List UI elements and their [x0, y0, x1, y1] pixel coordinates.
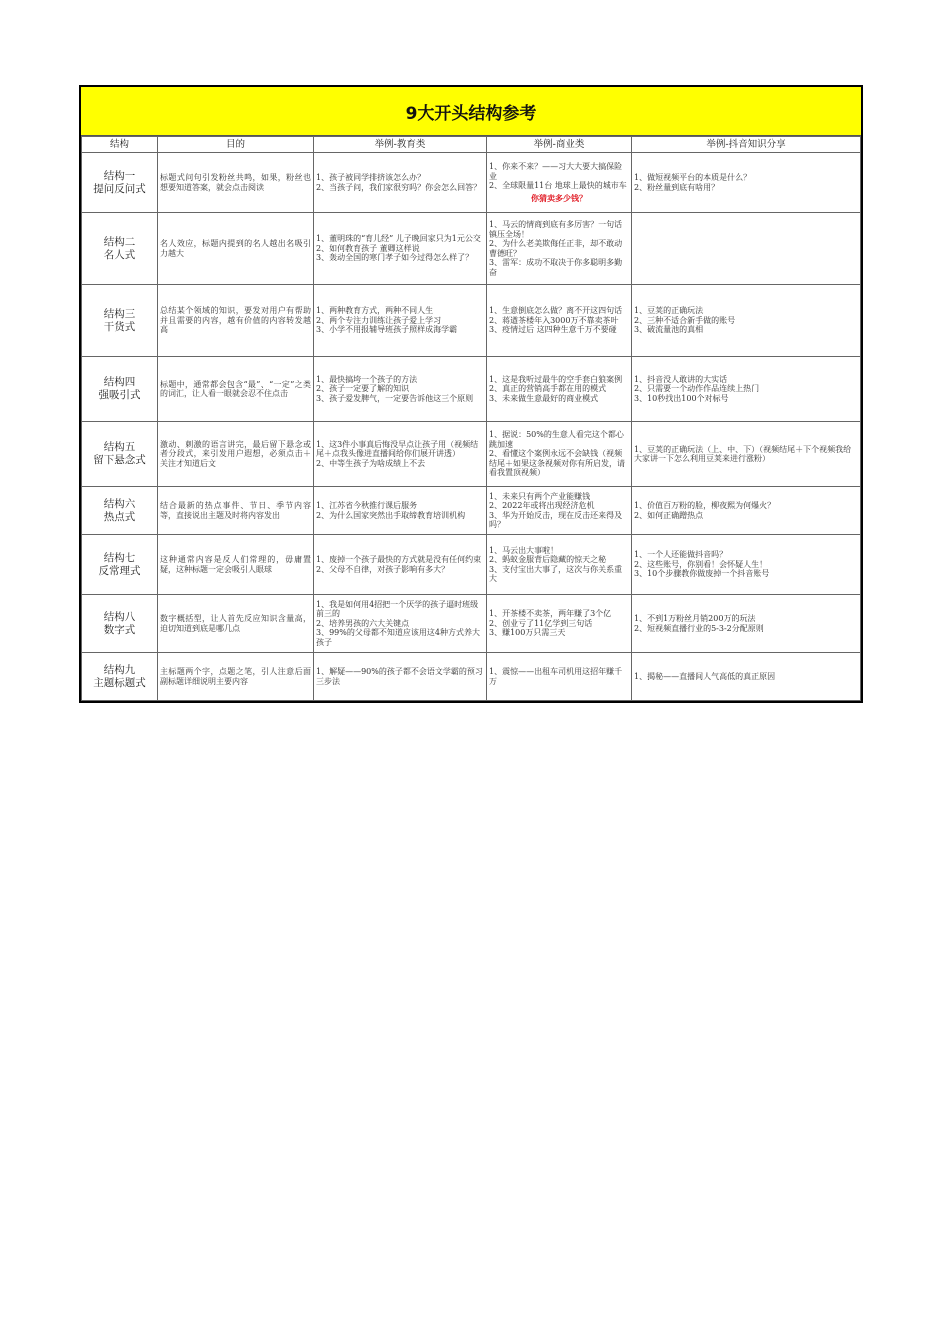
sheet	[79, 85, 863, 703]
education-example-cell	[314, 213, 487, 285]
douyin-line: 1、价值百万粉的脸，柳夜熙为何爆火？	[634, 501, 776, 510]
edu-line: 2、孩子一定要了解的知识	[316, 384, 410, 394]
biz-line: 1、生意倒底怎么做？离不开这四句话	[489, 306, 623, 316]
structure-name	[82, 535, 158, 595]
header-business: 举例-商业类	[487, 137, 632, 153]
purpose-cell: 标题中，通常都会包含“最”、“一定”之类的词汇，让人看一眼就会忍不住点击	[158, 357, 314, 422]
header-purpose: 目的	[158, 137, 314, 153]
structure-name-line: 反常理式	[98, 564, 141, 577]
structure-name-line: 结构五	[103, 441, 136, 453]
biz-line: 3、支付宝出大事了，这次与你关系重大	[489, 564, 623, 583]
biz-line: 2、全球限量11台 地球上最快的城市车	[489, 181, 627, 190]
edu-line: 1、董明珠的“育儿经” 儿子晚回家只为1元公交	[316, 234, 481, 244]
business-example-cell	[487, 213, 632, 285]
biz-line: 2、为什么老美欺侮任正非，却不敢动曹德旺？	[489, 239, 623, 258]
sheet-title: 9大开头结构参考	[81, 87, 861, 136]
header-row	[82, 137, 861, 153]
structure-name-line: 结构二	[103, 235, 136, 248]
business-example-cell	[487, 487, 632, 535]
edu-line: 2、两个专注力训练让孩子爱上学习	[316, 315, 442, 325]
purpose-cell: 激动、刺激的语言讲完，最后留下悬念或者分段式，来引发用户遐想，必须点击＋关注才知道后文	[158, 422, 314, 487]
table-row	[82, 153, 861, 213]
business-example-cell	[487, 595, 632, 653]
structure-name-line: 干货式	[103, 320, 136, 333]
edu-line: 3、小学不用报辅导班孩子照样成海学霸	[316, 325, 458, 335]
education-example-cell	[314, 595, 487, 653]
structure-name	[82, 422, 158, 487]
structure-name	[82, 357, 158, 422]
douyin-line: 2、这些账号，你别看！会怀疑人生！	[634, 559, 768, 569]
structure-name	[82, 487, 158, 535]
edu-line: 2、如何教育孩子 董卿这样说	[316, 243, 420, 253]
douyin-example-cell	[632, 213, 861, 285]
education-example-cell	[314, 285, 487, 357]
edu-line: 2、中等生孩子为啥成绩上不去	[316, 458, 426, 468]
biz-line: 3、雷军：成功不取决于你多聪明多勤奋	[489, 258, 623, 277]
structure-name	[82, 595, 158, 653]
douyin-line: 3、10个步骤教你做废掉一个抖音账号	[634, 569, 770, 579]
purpose-cell: 标题式问句引发粉丝共鸣，如果，粉丝也想要知道答案，就会点击阅读	[158, 153, 314, 213]
education-example-cell	[314, 357, 487, 422]
table-row	[82, 535, 861, 595]
structure-name	[82, 653, 158, 701]
table-row	[82, 285, 861, 357]
biz-line: 1、据说：50%的生意人看完这个都心跳加速	[489, 430, 624, 449]
biz-line: 3、赚100万只需三天	[489, 628, 566, 638]
biz-line: 3、华为开始反击，现在反击还来得及吗？	[489, 510, 623, 529]
purpose-cell: 名人效应，标题内提到的名人越出名吸引力越大	[158, 213, 314, 285]
structure-name-line: 名人式	[103, 248, 136, 261]
douyin-line: 1、一个人还能做抖音吗？	[634, 550, 728, 560]
header-education: 举例-教育类	[314, 137, 487, 153]
education-example-cell	[314, 653, 487, 701]
structure-name	[82, 153, 158, 213]
edu-line: 1、废掉一个孩子最快的方式就是没有任何约束	[316, 555, 482, 564]
edu-line: 1、孩子被同学排挤该怎么办？	[316, 173, 426, 182]
douyin-example-cell	[632, 653, 861, 701]
douyin-line: 1、抖音没人敢讲的大实话	[634, 374, 728, 384]
purpose-cell: 数字概括型，让人首先反应知识含量高，迫切知道到底是哪几点	[158, 595, 314, 653]
douyin-line: 2、如何正确蹭热点	[634, 510, 704, 520]
purpose-cell: 主标题两个字，点题之笔，引人注意后面副标题详细说明主要内容	[158, 653, 314, 701]
edu-line: 1、两种教育方式，两种不同人生	[316, 306, 434, 316]
edu-line: 1、江苏省今秋推行课后服务	[316, 501, 418, 510]
biz-line: 3、疫情过后 这四种生意千万不要碰	[489, 325, 617, 335]
douyin-line: 3、10秒找出100个对标号	[634, 393, 729, 403]
edu-line: 1、解疑——90%的孩子都不会语文学霸的预习三步法	[316, 667, 483, 686]
biz-line: 2、2022年或将出现经济危机	[489, 501, 595, 510]
douyin-example-cell	[632, 535, 861, 595]
biz-line: 1、你来不来？——习大大要大搞保险业	[489, 162, 623, 181]
douyin-example-cell	[632, 487, 861, 535]
biz-line: 3、未来做生意最好的商业模式	[489, 393, 599, 403]
edu-line: 3、99%的父母都不知道应该用这4种方式养大孩子	[316, 628, 480, 647]
business-highlight-note: 你猜卖多少钱？	[531, 192, 587, 203]
structure-name-line: 提问反问式	[93, 182, 146, 195]
douyin-line: 1、豆荚的正确玩法（上、中、下）（视频结尾＋下个视频我给大家讲一下怎么利用豆荚来进行涨粉）	[634, 444, 852, 463]
education-example-cell	[314, 535, 487, 595]
douyin-line: 1、不到1万粉丝月销200万的玩法	[634, 614, 756, 623]
business-example-cell	[487, 535, 632, 595]
structure-name-line: 主题标题式	[93, 676, 146, 689]
douyin-example-cell	[632, 285, 861, 357]
douyin-line: 2、粉丝量到底有啥用？	[634, 182, 720, 192]
structure-name-line: 结构九	[103, 663, 136, 676]
table-row	[82, 487, 861, 535]
business-example-cell	[487, 653, 632, 701]
structure-name-line: 结构六	[103, 497, 136, 510]
structure-name-line: 留下悬念式	[93, 454, 146, 466]
edu-line: 2、培养男孩的六大关键点	[316, 618, 410, 628]
structure-name-line: 结构三	[103, 307, 136, 320]
edu-line: 1、这3件小事真后悔没早点让孩子用（视频结尾＋点我头像进直播间给你们展开讲透）	[316, 439, 479, 459]
douyin-line: 2、只需要一个动作作品连续上热门	[634, 384, 760, 394]
business-example-cell	[487, 422, 632, 487]
purpose-cell: 结合最新的热点事件、节日、季节内容等，直接说出主题及时将内容发出	[158, 487, 314, 535]
douyin-example-cell	[632, 357, 861, 422]
biz-line: 1、马云的情商到底有多厉害？一句话镇压全场！	[489, 220, 623, 239]
structure-name-line: 结构八	[103, 610, 136, 623]
business-example-cell	[487, 357, 632, 422]
biz-line: 1、未来只有两个产业能赚钱	[489, 491, 591, 501]
douyin-example-cell	[632, 595, 861, 653]
biz-line: 1、震惊——出租车司机用这招年赚千万	[489, 667, 623, 686]
douyin-line: 1、做短视频平台的本质是什么？	[634, 173, 752, 182]
douyin-line: 2、三种不适合新手做的账号	[634, 315, 736, 325]
education-example-cell	[314, 422, 487, 487]
education-example-cell	[314, 153, 487, 213]
education-example-cell	[314, 487, 487, 535]
structure-name-line: 数字式	[103, 623, 136, 636]
table-row	[82, 422, 861, 487]
structure-name-line: 结构七	[103, 551, 136, 564]
douyin-line: 2、短视频直播行业的5-3-2分配原则	[634, 623, 764, 633]
table-row	[82, 213, 861, 285]
douyin-line: 1、揭秘——直播间人气高低的真正原因	[634, 671, 776, 681]
structure-name-line: 结构一	[103, 169, 136, 182]
edu-line: 2、当孩子问，我们家很穷吗？你会怎么回答？	[316, 182, 482, 192]
table-row	[82, 357, 861, 422]
biz-line: 2、创业亏了11亿学到三句话	[489, 618, 593, 628]
biz-line: 1、开茶楼不卖茶，两年赚了3个亿	[489, 609, 612, 619]
edu-line: 3、孩子爱发脾气，一定要告诉他这三个原则	[316, 393, 474, 403]
structure-name-line: 强吸引式	[98, 389, 141, 401]
structure-name-line: 热点式	[103, 510, 136, 523]
douyin-example-cell	[632, 153, 861, 213]
header-douyin: 举例-抖音知识分享	[632, 137, 861, 153]
structure-name	[82, 213, 158, 285]
biz-line: 1、马云出大事啦！	[489, 545, 559, 555]
edu-line: 1、我是如何用4招把一个厌学的孩子逼时班级前三的	[316, 599, 479, 619]
business-example-cell	[487, 285, 632, 357]
edu-line: 2、为什么国家突然出手取缔教育培训机构	[316, 510, 466, 520]
biz-line: 2、蒋遒茶楼年入3000万不靠卖茶叶	[489, 315, 619, 325]
business-example-cell	[487, 153, 632, 213]
edu-line: 3、轰动全国的寒门孝子如今过得怎么样了？	[316, 253, 474, 263]
header-structure: 结构	[82, 137, 158, 153]
biz-line: 1、这是我听过最牛的空手套白狼案例	[489, 374, 623, 384]
table-row	[82, 595, 861, 653]
structure-name	[82, 285, 158, 357]
biz-line: 2、真正的营销高手都在用的模式	[489, 384, 607, 394]
edu-line: 2、父母不自律，对孩子影响有多大？	[316, 564, 450, 574]
edu-line: 1、最快搞垮一个孩子的方法	[316, 374, 418, 384]
douyin-example-cell	[632, 422, 861, 487]
purpose-cell: 这种通常内容是反人们常理的，毋庸置疑，这种标题一定会吸引人眼球	[158, 535, 314, 595]
purpose-cell: 总结某个领域的知识，要发对用户有帮助并且需要的内容，越有价值的内容转发越高	[158, 285, 314, 357]
biz-line: 2、看懂这个案例永远不会缺钱（视频结尾＋如果这条视频对你有所启发，请看我置顶视频）	[489, 449, 625, 478]
table-row	[82, 653, 861, 701]
douyin-line: 3、破流量池的真相	[634, 325, 704, 335]
structure-name-line: 结构四	[103, 376, 136, 388]
douyin-line: 1、豆荚的正确玩法	[634, 306, 704, 316]
structure-table	[81, 136, 861, 701]
biz-line: 2、蚂蚁金服背后隐藏的惊天之秘	[489, 555, 607, 564]
